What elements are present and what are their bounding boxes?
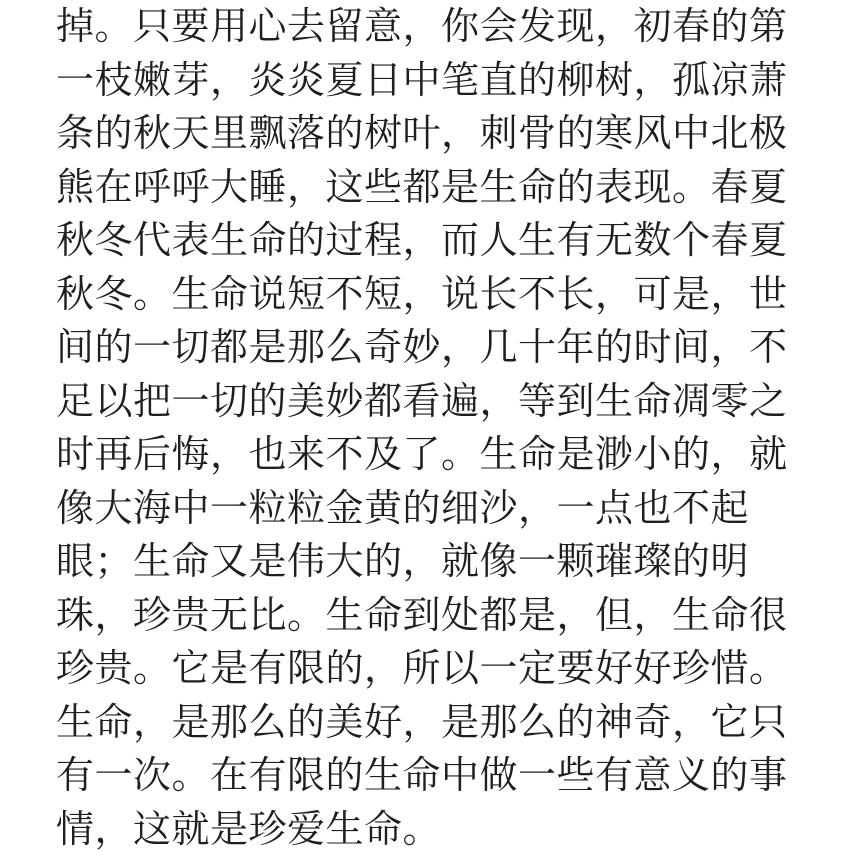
text-line-9: 时再后悔，也来不及了。生命是渺小的，就 <box>56 432 788 476</box>
text-line-5: 秋冬代表生命的过程，而人生有无数个春夏 <box>56 218 788 262</box>
text-line-8: 足以把一切的美妙都看遍，等到生命凋零之 <box>56 378 788 423</box>
text-line-13: 珍贵。它是有限的，所以一定要好好珍惜。 <box>56 646 788 690</box>
text-line-10: 像大海中一粒粒金黄的细沙，一点也不起 <box>56 485 750 530</box>
text-line-1: 掉。只要用心去留意，你会发现，初春的第 <box>56 4 788 48</box>
text-line-15: 有一次。在有限的生命中做一些有意义的事 <box>56 753 788 797</box>
essay-text <box>56 0 856 856</box>
text-line-7: 间的一切都是那么奇妙，几十年的时间，不 <box>56 325 788 369</box>
text-line-4: 熊在呼呼大睡，这些都是生命的表现。春夏 <box>56 164 788 209</box>
text-line-16: 情，这就是珍爱生命。 <box>56 806 442 851</box>
text-line-2: 一枝嫩芽，炎炎夏日中笔直的柳树，孤凉萧 <box>56 57 788 102</box>
text-line-14: 生命，是那么的美好，是那么的神奇，它只 <box>56 699 788 744</box>
text-line-6: 秋冬。生命说短不短，说长不长，可是，世 <box>56 271 788 316</box>
text-line-3: 条的秋天里飘落的树叶，刺骨的寒风中北极 <box>56 111 788 155</box>
text-line-11: 眼；生命又是伟大的，就像一颗璀璨的明 <box>56 539 750 583</box>
text-line-12: 珠，珍贵无比。生命到处都是，但，生命很 <box>56 592 788 637</box>
